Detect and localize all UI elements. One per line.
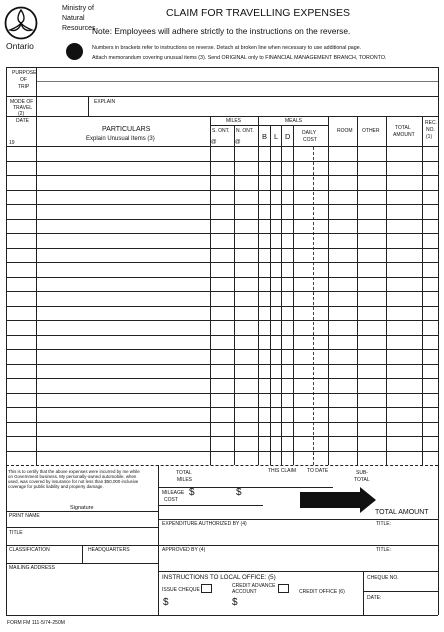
headquarters-label: HEADQUARTERS (88, 547, 130, 553)
mileage-dollar-sign: $ (189, 487, 195, 498)
mileage-dollar-sign-2: $ (236, 487, 242, 498)
rule (363, 591, 438, 592)
ontario-wordmark: Ontario (6, 41, 34, 51)
rule (438, 67, 439, 615)
title-right-label-2: TITLE: (376, 547, 392, 553)
total-header: TOTAL (395, 125, 411, 131)
table-row[interactable] (7, 451, 437, 466)
daily-header: DAILY (302, 130, 317, 136)
credit-advance-label-1: CREDIT ADVANCE (232, 583, 276, 589)
table-row[interactable] (7, 422, 437, 437)
title-right-label: TITLE: (376, 521, 392, 527)
table-row[interactable] (7, 233, 437, 248)
rule (36, 67, 37, 96)
amount-header: AMOUNT (393, 132, 415, 138)
this-claim-label: THIS CLAIM (268, 468, 297, 474)
certify-line-3: used, was covered by insurance for not less than $50,000 inclusive (8, 479, 139, 484)
table-row[interactable] (7, 161, 437, 176)
mileage-cost-label-1: MILEAGE (162, 490, 185, 496)
instructions-line-2: Attach memorandum covering unusual items (3). Send ORIGINAL only to FINANCIAL MANAGEMENT BRANCH, TORONTO. (92, 55, 387, 61)
certify-line-4: coverage for public liability and property damage. (8, 484, 104, 489)
mode-label-2: TRAVEL (13, 105, 33, 111)
date-field[interactable] (367, 603, 433, 613)
mileage-cost-field[interactable] (198, 488, 232, 504)
table-row[interactable] (7, 277, 437, 292)
rule (6, 563, 158, 564)
certify-line-1: This is to certify that the above expenses were incurred by me while (8, 469, 140, 474)
table-row[interactable] (7, 349, 437, 364)
table-row[interactable] (7, 291, 437, 306)
ministry-line-1: Ministry of (62, 5, 94, 12)
explain-label: EXPLAIN (94, 99, 116, 105)
expenditure-label: EXPENDITURE AUTHORIZED BY (4) (162, 521, 247, 527)
title-field[interactable] (8, 536, 156, 544)
s-ont-header: S. ONT. (212, 128, 230, 134)
particulars-header: PARTICULARS (102, 126, 151, 133)
rule (82, 545, 83, 563)
credit-office-label: CREDIT OFFICE (6) (299, 589, 345, 595)
rule (6, 67, 438, 68)
purpose-field[interactable] (36, 81, 438, 82)
table-row[interactable] (7, 335, 437, 350)
print-name-label: PRINT NAME (9, 513, 40, 519)
cheque-no-label: CHEQUE NO. (367, 575, 399, 581)
signature-field[interactable] (8, 492, 156, 506)
table-row[interactable] (7, 378, 437, 393)
rule (158, 505, 263, 506)
meal-b-header: B (262, 132, 268, 141)
purpose-label-2: OF (20, 77, 27, 83)
rec-header-3: (1) (426, 134, 433, 140)
meal-d-header: D (285, 132, 291, 141)
table-row[interactable] (7, 219, 437, 234)
mode-of-travel-field[interactable] (37, 97, 88, 115)
table-row[interactable] (7, 393, 437, 408)
rule (158, 571, 438, 572)
table-row[interactable] (7, 407, 437, 422)
approved-by-field[interactable] (162, 555, 432, 565)
purpose-label-3: TRIP (18, 84, 30, 90)
table-row[interactable] (7, 320, 437, 335)
ministry-line-2: Natural (62, 15, 85, 22)
rule (158, 519, 438, 520)
sub-total-label-2: TOTAL (354, 477, 370, 483)
print-name-field[interactable] (8, 520, 156, 526)
table-row[interactable] (7, 306, 437, 321)
certify-line-2: on Government business. My personally-owned automobile, when (8, 474, 137, 479)
table-row[interactable] (7, 248, 437, 263)
cost-header: COST (303, 137, 317, 143)
classification-label: CLASSIFICATION (9, 547, 50, 553)
rec-header-2: NO. (426, 127, 435, 133)
table-row[interactable] (7, 436, 437, 451)
bullet-dot (66, 43, 83, 60)
mileage-cost-label-2: COST (164, 497, 178, 503)
room-header: ROOM (337, 128, 353, 134)
expenditure-authorized-field[interactable] (162, 529, 432, 539)
rule (6, 527, 158, 528)
meal-l-header: L (274, 132, 279, 141)
total-amount-field[interactable] (380, 488, 422, 505)
total-miles-label-1: TOTAL (176, 470, 192, 476)
particulars-subheader: Explain Unusual Items (3) (86, 136, 155, 142)
n-ont-rate-symbol: @ (235, 139, 241, 145)
total-amount-label: TOTAL AMOUNT (375, 509, 429, 516)
credit-advance-dollar: $ (232, 597, 238, 608)
form-number: FORM FM 111-5/74-250M (7, 620, 65, 626)
date-header: DATE (16, 118, 29, 124)
mode-label-1: MODE OF (10, 99, 34, 105)
meals-header: MEALS (285, 118, 302, 124)
s-ont-rate-symbol: @ (211, 139, 217, 145)
total-miles-label-2: MILES (177, 477, 193, 483)
mailing-address-label: MAILING ADDRESS (9, 565, 55, 571)
rec-header-1: REC. (425, 120, 437, 126)
total-miles-field[interactable] (210, 466, 258, 486)
sub-total-label-1: SUB- (356, 470, 368, 476)
rule (363, 571, 364, 615)
instructions-line-1: Numbers in brackets refer to instructions on reverse. Detach at broken line when necessary to use additional page. (92, 45, 362, 51)
cheque-no-field[interactable] (367, 583, 433, 591)
rule (6, 615, 438, 616)
table-row[interactable] (7, 204, 437, 219)
arrow-icon (300, 487, 376, 518)
table-row[interactable] (7, 262, 437, 277)
credit-advance-label-2: ACCOUNT (232, 589, 257, 595)
date-label: DATE: (367, 595, 382, 601)
credit-advance-checkbox[interactable] (278, 584, 289, 593)
table-row[interactable] (7, 175, 437, 190)
other-header: OTHER (362, 128, 380, 134)
purpose-label-1: PURPOSE (12, 70, 37, 76)
ontario-logo (4, 6, 38, 40)
mode-label-3: (2) (18, 111, 25, 117)
mailing-address-field[interactable] (8, 573, 156, 613)
approved-by-label: APPROVED BY (4) (162, 547, 206, 553)
rule (6, 116, 438, 117)
trillium-icon (4, 6, 38, 40)
issue-cheque-dollar: $ (163, 597, 169, 608)
issue-cheque-checkbox[interactable] (201, 584, 212, 593)
employee-note: Note: Employees will adhere strictly to the instructions on the reverse. (92, 26, 351, 36)
year-label: 19 (9, 140, 15, 146)
n-ont-header: N. ONT. (236, 128, 254, 134)
sub-total-field[interactable] (380, 466, 422, 486)
rule (6, 545, 438, 546)
explain-field[interactable] (89, 97, 438, 115)
table-row[interactable] (7, 364, 437, 379)
table-row[interactable] (7, 190, 437, 205)
instructions-office-label: INSTRUCTIONS TO LOCAL OFFICE: (5) (162, 574, 276, 581)
form-title: CLAIM FOR TRAVELLING EXPENSES (166, 7, 350, 19)
rule (6, 67, 7, 615)
ministry-line-3: Resources (62, 25, 96, 32)
miles-header: MILES (226, 118, 242, 124)
table-row[interactable] (7, 146, 437, 161)
issue-cheque-label: ISSUE CHEQUE (162, 587, 200, 593)
title-label: TITLE (9, 530, 23, 536)
to-date-label: TO DATE (307, 468, 329, 474)
signature-label: Signature (70, 505, 94, 511)
